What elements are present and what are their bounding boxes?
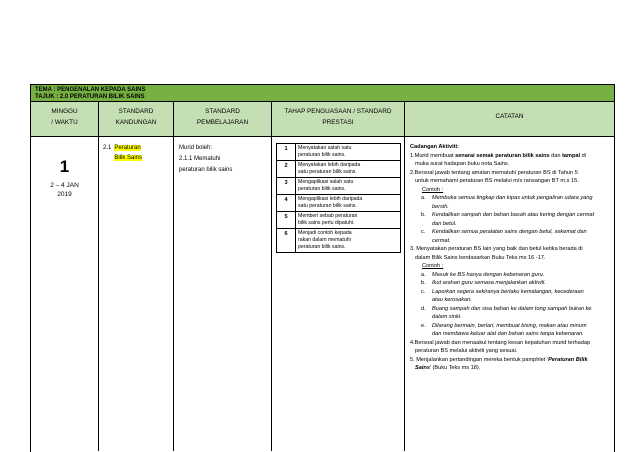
example-item: b. Ikut arahan guru semasa menjalankan aktiviti. xyxy=(421,280,546,286)
activity-2: 2.Bersoal jawab tentang amalan mematuhi peraturan BS di Tahun 5 xyxy=(410,169,578,176)
activity-3: 3. Menyatakan peraturan BS lain yang baik dan betul ketika berada di xyxy=(410,246,583,252)
example-item: a. Masuk ke BS hanya dengan kebenaran guru. xyxy=(421,271,545,278)
column-header-row xyxy=(31,102,614,137)
example-item: e. Dilarang bermain, berlari, membuat bising, makan atau minum dan membawa keluar alat dan bahan sains tanpa kebenaran. xyxy=(421,322,587,337)
sk-number: 2.1 xyxy=(103,145,112,151)
sk-text: Peraturan Bilik Sains xyxy=(114,145,143,161)
activity-4: 4.Bersoal jawab dan menaakul tentang kesan kepatuhan murid terhadap xyxy=(410,339,591,346)
topic-bar xyxy=(31,84,614,102)
activity-1: 1.Murid membuat senarai semak peraturan bilik sains dan tampal di xyxy=(410,152,587,159)
contoh-label: Contoh : xyxy=(422,186,444,193)
tahap-penguasaan-cell xyxy=(272,137,405,451)
level-row: 5 Memberi sebab peraturan bilik sains perlu dipatuhi. xyxy=(277,212,401,229)
header-catatan: CATATAN xyxy=(495,113,524,120)
catatan-cell: Cadangan Aktiviti: 1.Murid membuat senarai semak peraturan bilik sains dan tampal di muka surat hadapan buku nota Sains. 2.Bersoal jawab tentang amalan mematuhi peraturan BS di Tahun 5 untuk memahami peraturan BS melalui m/s ransangan BT m.s 15. Contoh : a. Membuka semua tingkap dan kipas untuk pengaliran udara yang bersih. b. Kendalikan sampah dan bahan basah atau kering dengan cermat dan betul. c. Kendalikan semua peralatan sains dengan betul, sekemat dan cermat. 3. Menyatakan peraturan BS lain yang baik dan betul ketika berada di dalam Bilik Sains berdasarkan Buku Teks ms 16 -17. Contoh : a. Masuk ke BS hanya dengan kebenaran guru. b. Ikut arahan guru semasa menjalankan aktiviti. c. Laporkan segera sekiranya berlaku kemalangan, kecederaan atau kerosakan. d. Buang sampah dan sisa bahan ke dalam tong sampah bukan ke dalam sinki. e. Dilarang bermain, berlari, membuat bising, makan atau minum dan membawa keluar alat dan bahan sains tanpa kebenaran. 4.Bersoal jawab dan menaakul tentang kesan kepatuhan murid terhadap peraturan BS melalui aktiviti yang sesuai. 5. Menjalankan pertandingan mereka bentuk pamphlet ‘Peraturan Bilik Sains’ (Buku Teks ms 18). xyxy=(405,137,614,451)
level-row: 2 Menyatakan lebih daripada satu peraturan bilik sains. xyxy=(277,161,401,178)
contoh-label: Contoh : xyxy=(422,263,444,269)
standard-pembelajaran-cell: Murid boleh: 2.1.1 Mematuhi peraturan bilik sains xyxy=(174,137,272,451)
week-cell xyxy=(31,137,99,451)
tajuk-line: TAJUK : 2.0 PERATURAN BILIK SAINS xyxy=(35,94,145,100)
header-standard-pembelajaran: STANDARD PEMBELAJARAN xyxy=(174,102,272,136)
level-row: 6 Menjadi contoh kepada rakan dalam mematuhi peraturan bilik sains. xyxy=(277,229,401,253)
lesson-plan-table xyxy=(30,84,615,452)
level-row: 1 Menyatakan salah satu peraturan bilik sains. xyxy=(277,144,401,161)
header-standard-kandungan: STANDARD KANDUNGAN xyxy=(99,102,174,136)
level-row: 4 Mengaplikasi lebih daripada satu peraturan bilik sains. xyxy=(277,195,401,212)
week-number: 1 xyxy=(59,157,70,176)
example-item: a. Membuka semua tingkap dan kipas untuk pengaliran udara yang bersih. xyxy=(421,195,593,210)
week-date: 2 – 4 JAN 2019 xyxy=(50,182,79,198)
example-item: c. Kendalikan semua peralatan sains dengan betul, sekemat dan cermat. xyxy=(421,229,587,244)
header-tahap-penguasaan: TAHAP PENGUASAAN / STANDARD PRESTASI xyxy=(272,102,405,136)
activity-5: 5. Menjalankan pertandingan mereka bentuk pamphlet ‘Peraturan Bilik xyxy=(410,356,588,363)
level-row: 3 Mengaplikasi salah satu peraturan bilik sains. xyxy=(277,178,401,195)
header-minggu: MINGGU / WAKTU xyxy=(31,102,99,136)
example-item: b. Kendalikan sampah dan bahan basah atau kering dengan cermat dan betul. xyxy=(421,212,595,227)
content-row xyxy=(31,137,614,451)
standard-kandungan-cell xyxy=(99,137,174,451)
tema-line: TEMA : PENGENALAN KEPADA SAINS xyxy=(35,87,146,93)
example-item: c. Laporkan segera sekiranya berlaku kemalangan, kecederaan atau kerosakan. xyxy=(421,288,584,303)
performance-level-table xyxy=(276,143,401,253)
cadangan-heading: Cadangan Aktiviti: xyxy=(410,144,459,150)
example-item: d. Buang sampah dan sisa bahan ke dalam tong sampah bukan ke dalam sinki. xyxy=(421,305,592,320)
